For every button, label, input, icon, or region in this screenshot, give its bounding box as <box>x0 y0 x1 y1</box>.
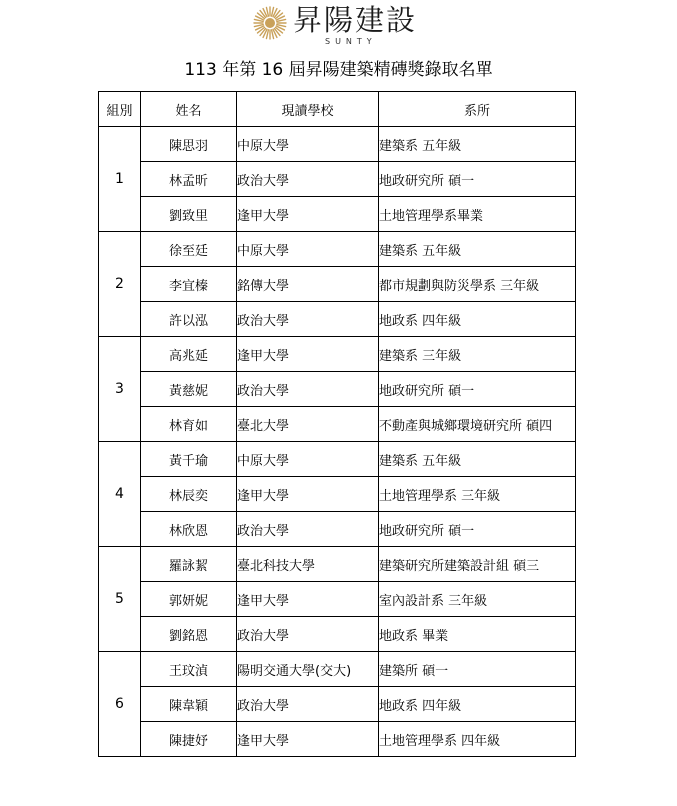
table-row <box>99 267 576 302</box>
table-row <box>99 547 576 582</box>
school-cell: 政治大學 <box>237 687 379 722</box>
school-cell: 中原大學 <box>237 442 379 477</box>
table-row <box>99 687 576 722</box>
school-cell: 逢甲大學 <box>237 197 379 232</box>
name-cell: 黃千瑜 <box>141 442 237 477</box>
name-cell: 高兆延 <box>141 337 237 372</box>
header-dept: 系所 <box>379 92 576 127</box>
name-cell: 林辰奕 <box>141 477 237 512</box>
roster-table <box>98 91 576 757</box>
table-row <box>99 722 576 757</box>
table-row <box>99 302 576 337</box>
name-cell: 陳捷妤 <box>141 722 237 757</box>
logo-english-name: SUNTY <box>325 37 377 46</box>
dept-cell: 地政研究所 碩一 <box>379 162 576 197</box>
table-row <box>99 582 576 617</box>
school-cell: 政治大學 <box>237 162 379 197</box>
school-cell: 逢甲大學 <box>237 722 379 757</box>
dept-cell: 建築系 五年級 <box>379 232 576 267</box>
sun-logo-icon <box>253 6 287 40</box>
name-cell: 陳韋穎 <box>141 687 237 722</box>
name-cell: 劉銘恩 <box>141 617 237 652</box>
dept-cell: 建築系 五年級 <box>379 442 576 477</box>
school-cell: 中原大學 <box>237 127 379 162</box>
table-row <box>99 477 576 512</box>
group-number-cell: 6 <box>99 652 141 757</box>
group-number-cell: 3 <box>99 337 141 442</box>
dept-cell: 建築所 碩一 <box>379 652 576 687</box>
dept-cell: 土地管理學系 三年級 <box>379 477 576 512</box>
school-cell: 中原大學 <box>237 232 379 267</box>
header-group: 組別 <box>99 92 141 127</box>
group-number-cell: 5 <box>99 547 141 652</box>
header-name: 姓名 <box>141 92 237 127</box>
table-row <box>99 617 576 652</box>
name-cell: 郭妍妮 <box>141 582 237 617</box>
school-cell: 政治大學 <box>237 372 379 407</box>
dept-cell: 地政系 四年級 <box>379 302 576 337</box>
table-row <box>99 162 576 197</box>
table-row <box>99 442 576 477</box>
table-row <box>99 232 576 267</box>
table-row <box>99 372 576 407</box>
school-cell: 銘傳大學 <box>237 267 379 302</box>
table-row <box>99 127 576 162</box>
table-row <box>99 337 576 372</box>
school-cell: 逢甲大學 <box>237 582 379 617</box>
school-cell: 逢甲大學 <box>237 477 379 512</box>
dept-cell: 土地管理學系 四年級 <box>379 722 576 757</box>
logo-chinese-name: 昇陽建設 <box>293 3 418 37</box>
dept-cell: 建築系 三年級 <box>379 337 576 372</box>
page-title: 113 年第 16 屆昇陽建築精磚獎錄取名單 <box>184 60 493 80</box>
table-row <box>99 197 576 232</box>
school-cell: 臺北大學 <box>237 407 379 442</box>
name-cell: 林欣恩 <box>141 512 237 547</box>
group-number-cell: 4 <box>99 442 141 547</box>
name-cell: 徐至廷 <box>141 232 237 267</box>
dept-cell: 地政系 畢業 <box>379 617 576 652</box>
school-cell: 政治大學 <box>237 617 379 652</box>
school-cell: 政治大學 <box>237 512 379 547</box>
group-number-cell: 2 <box>99 232 141 337</box>
name-cell: 陳思羽 <box>141 127 237 162</box>
table-row <box>99 407 576 442</box>
name-cell: 劉致里 <box>141 197 237 232</box>
dept-cell: 地政系 四年級 <box>379 687 576 722</box>
table-row <box>99 512 576 547</box>
name-cell: 羅詠絜 <box>141 547 237 582</box>
dept-cell: 地政研究所 碩一 <box>379 512 576 547</box>
company-logo <box>253 2 423 48</box>
name-cell: 許以泓 <box>141 302 237 337</box>
table-header-row <box>99 92 576 127</box>
dept-cell: 地政研究所 碩一 <box>379 372 576 407</box>
name-cell: 黃慈妮 <box>141 372 237 407</box>
dept-cell: 建築研究所建築設計組 碩三 <box>379 547 576 582</box>
school-cell: 臺北科技大學 <box>237 547 379 582</box>
dept-cell: 土地管理學系畢業 <box>379 197 576 232</box>
school-cell: 政治大學 <box>237 302 379 337</box>
name-cell: 林育如 <box>141 407 237 442</box>
header-school: 現讀學校 <box>237 92 379 127</box>
name-cell: 林孟昕 <box>141 162 237 197</box>
dept-cell: 室內設計系 三年級 <box>379 582 576 617</box>
name-cell: 王玟湞 <box>141 652 237 687</box>
school-cell: 陽明交通大學(交大) <box>237 652 379 687</box>
name-cell: 李宜榛 <box>141 267 237 302</box>
dept-cell: 不動產與城鄉環境研究所 碩四 <box>379 407 576 442</box>
table-row <box>99 652 576 687</box>
dept-cell: 建築系 五年級 <box>379 127 576 162</box>
dept-cell: 都市規劃與防災學系 三年級 <box>379 267 576 302</box>
group-number-cell: 1 <box>99 127 141 232</box>
school-cell: 逢甲大學 <box>237 337 379 372</box>
